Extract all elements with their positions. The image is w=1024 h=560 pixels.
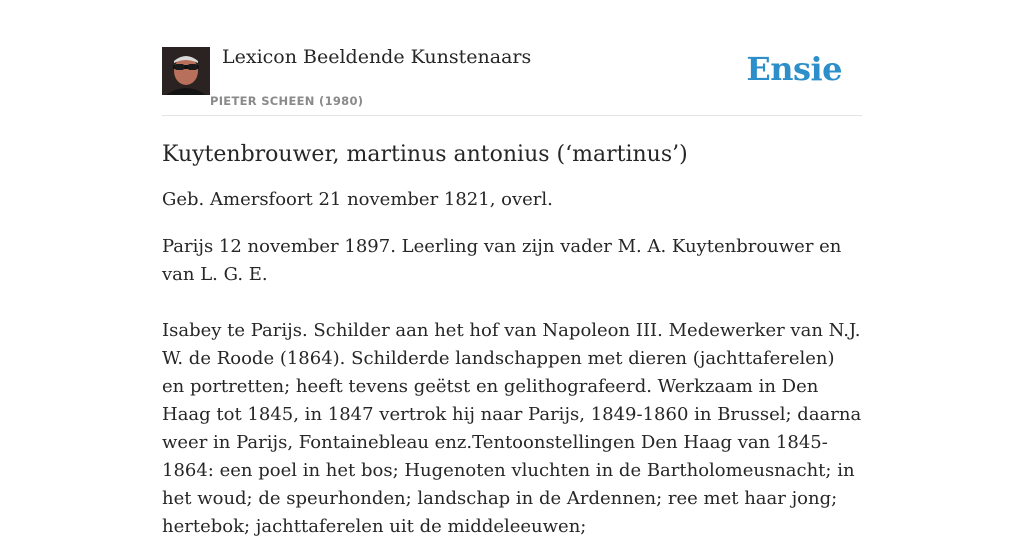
author-name[interactable]: PIETER SCHEEN (1980): [210, 94, 364, 108]
book-title[interactable]: Lexicon Beeldende Kunstenaars: [222, 46, 532, 68]
ensie-logo[interactable]: Ensie: [746, 50, 842, 88]
author-avatar[interactable]: [162, 47, 210, 95]
entry-title: Kuytenbrouwer, martinus antonius (‘martinus’): [162, 142, 688, 167]
article: [162, 138, 862, 560]
paragraph-biography: Isabey te Parijs. Schilder aan het hof van Napoleon III. Medewerker van N.J. W. de Roode (1864). Schilderde landschappen met dieren (jachttaferelen) en portretten; heeft tevens geëtst en gelithografeerd. Werkzaam in Den Haag tot 1845, in 1847 vertrok hij naar Parijs, 1849-1860 in Brussel; daarna weer in Parijs, Fontainebleau enz.Tentoonstellingen Den Haag van 1845-1864: een poel in het bos; Hugenoten vluchten in de Bartholomeusnacht; in het woud; de speurhonden; landschap in de Ardennen; ree met haar jong; hertebok; jachttaferelen uit de middeleeuwen;: [162, 320, 862, 537]
paragraph-birth: Geb. Amersfoort 21 november 1821, overl.: [162, 189, 553, 210]
author-portrait-icon: [162, 47, 210, 95]
header: [162, 46, 862, 116]
paragraph-death: Parijs 12 november 1897. Leerling van zijn vader M. A. Kuytenbrouwer en van L. G. E.: [162, 236, 842, 285]
